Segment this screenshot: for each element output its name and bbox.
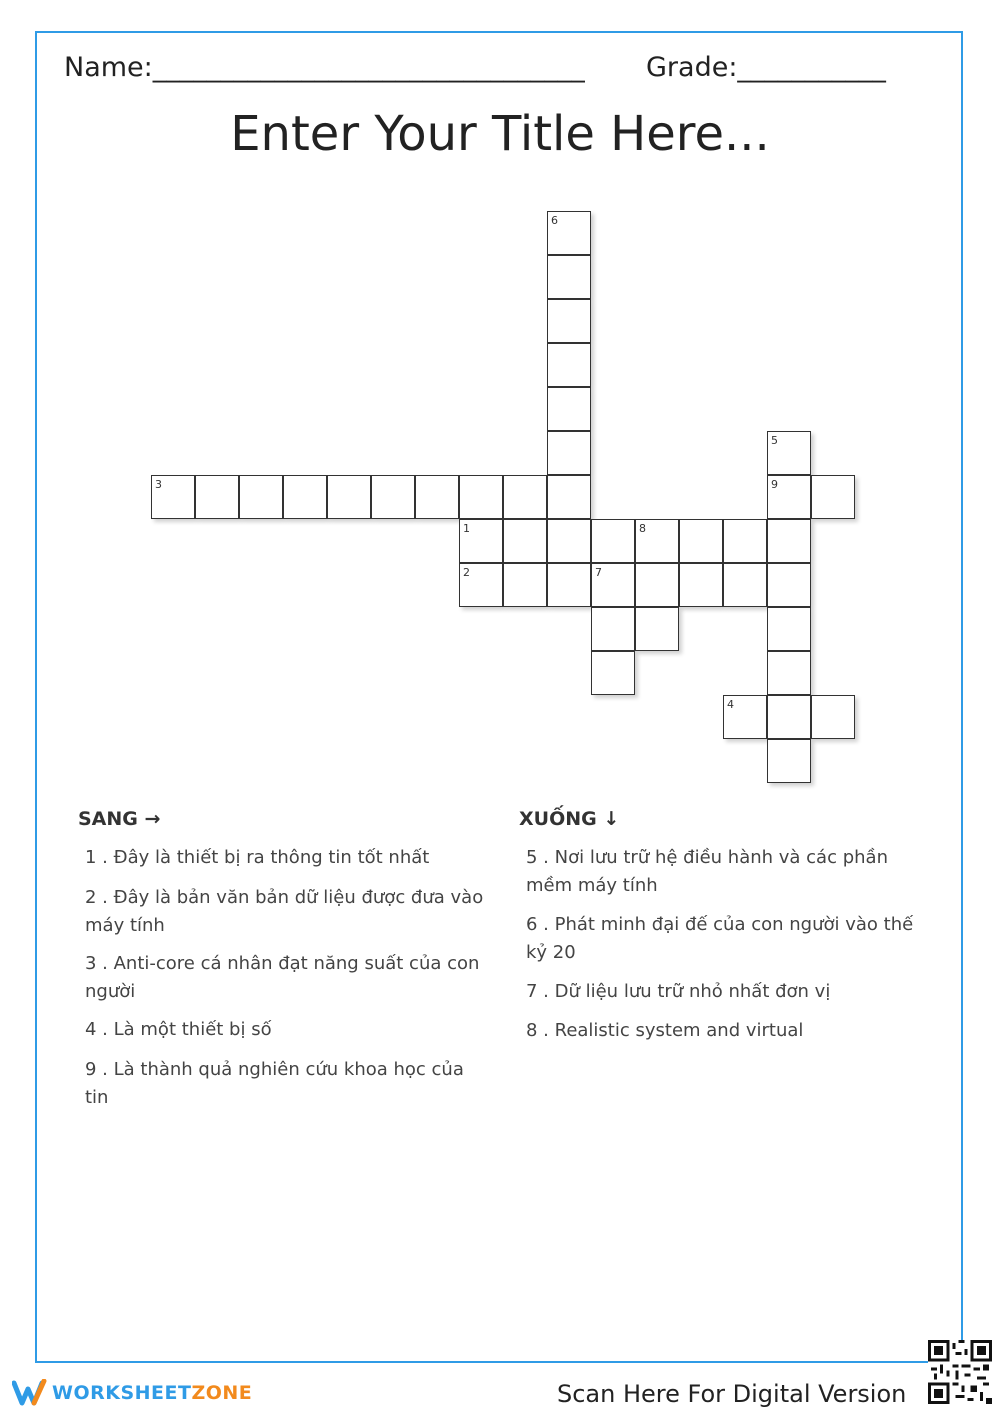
crossword-cell[interactable]: [459, 563, 503, 607]
crossword-cell[interactable]: [371, 475, 415, 519]
down-clue: 6 . Phát minh đại đế của con người vào thế kỷ 20: [526, 914, 914, 963]
across-clue: 4 . Là một thiết bị số: [85, 1019, 272, 1040]
crossword-cell[interactable]: [327, 475, 371, 519]
crossword-cell[interactable]: [239, 475, 283, 519]
clue-number: 1: [463, 522, 470, 535]
clue-number: 8: [639, 522, 646, 535]
crossword-cell[interactable]: [767, 475, 811, 519]
crossword-cell[interactable]: [723, 695, 767, 739]
crossword-cell[interactable]: [591, 651, 635, 695]
crossword-cell[interactable]: [547, 519, 591, 563]
crossword-cell[interactable]: [591, 563, 635, 607]
brand-name-part1: WORKSHEET: [52, 1382, 192, 1404]
crossword-cell[interactable]: [723, 563, 767, 607]
clue-number: 5: [771, 434, 778, 447]
down-clue: 8 . Realistic system and virtual: [526, 1020, 804, 1041]
across-clue: 3 . Anti-core cá nhân đạt năng suất của con người: [85, 953, 480, 1002]
clue-number: 9: [771, 478, 778, 491]
scan-instruction: Scan Here For Digital Version: [557, 1380, 907, 1408]
name-field-label: Name:________________________________: [64, 52, 585, 83]
crossword-cell[interactable]: [811, 695, 855, 739]
across-clue: 1 . Đây là thiết bị ra thông tin tốt nhất: [85, 847, 430, 868]
clue-number: 4: [727, 698, 734, 711]
crossword-cell[interactable]: [503, 475, 547, 519]
qr-code-icon[interactable]: [928, 1340, 992, 1404]
clue-number: 7: [595, 566, 602, 579]
across-clue: 2 . Đây là bản văn bản dữ liệu được đưa vào máy tính: [85, 887, 484, 936]
crossword-cell[interactable]: [195, 475, 239, 519]
page-title: Enter Your Title Here...: [230, 106, 770, 162]
crossword-cell[interactable]: [811, 475, 855, 519]
grade-field-label: Grade:___________: [646, 52, 886, 83]
crossword-cell[interactable]: [503, 563, 547, 607]
crossword-cell[interactable]: [503, 519, 547, 563]
crossword-cell[interactable]: [591, 607, 635, 651]
crossword-cell[interactable]: [767, 607, 811, 651]
clue-number: 3: [155, 478, 162, 491]
crossword-cell[interactable]: [151, 475, 195, 519]
crossword-cell[interactable]: [679, 519, 723, 563]
crossword-cell[interactable]: [547, 343, 591, 387]
crossword-cell[interactable]: [459, 519, 503, 563]
down-heading: XUỐNG ↓: [519, 808, 620, 830]
crossword-cell[interactable]: [415, 475, 459, 519]
crossword-cell[interactable]: [767, 651, 811, 695]
crossword-cell[interactable]: [679, 563, 723, 607]
worksheetzone-logo[interactable]: [12, 1378, 252, 1408]
crossword-cell[interactable]: [635, 519, 679, 563]
crossword-cell[interactable]: [459, 475, 503, 519]
clue-number: 6: [551, 214, 558, 227]
crossword-cell[interactable]: [547, 563, 591, 607]
crossword-cell[interactable]: [635, 607, 679, 651]
clue-number: 2: [463, 566, 470, 579]
crossword-cell[interactable]: [591, 519, 635, 563]
crossword-cell[interactable]: [767, 519, 811, 563]
crossword-cell[interactable]: [723, 519, 767, 563]
crossword-cell[interactable]: [547, 299, 591, 343]
down-clue: 7 . Dữ liệu lưu trữ nhỏ nhất đơn vị: [526, 981, 831, 1002]
crossword-cell[interactable]: [547, 475, 591, 519]
crossword-cell[interactable]: [547, 211, 591, 255]
crossword-cell[interactable]: [767, 695, 811, 739]
worksheetzone-logo-icon: [12, 1379, 52, 1407]
across-clue: 9 . Là thành quả nghiên cứu khoa học của tin: [85, 1059, 464, 1108]
crossword-cell[interactable]: [767, 431, 811, 475]
across-heading: SANG →: [78, 808, 161, 830]
brand-name-part2: ZONE: [191, 1382, 253, 1404]
crossword-cell[interactable]: [547, 255, 591, 299]
down-clue: 5 . Nơi lưu trữ hệ điều hành và các phần mềm máy tính: [526, 847, 888, 896]
crossword-cell[interactable]: [767, 563, 811, 607]
crossword-cell[interactable]: [283, 475, 327, 519]
crossword-cell[interactable]: [635, 563, 679, 607]
crossword-cell[interactable]: [547, 431, 591, 475]
crossword-cell[interactable]: [767, 739, 811, 783]
crossword-cell[interactable]: [547, 387, 591, 431]
